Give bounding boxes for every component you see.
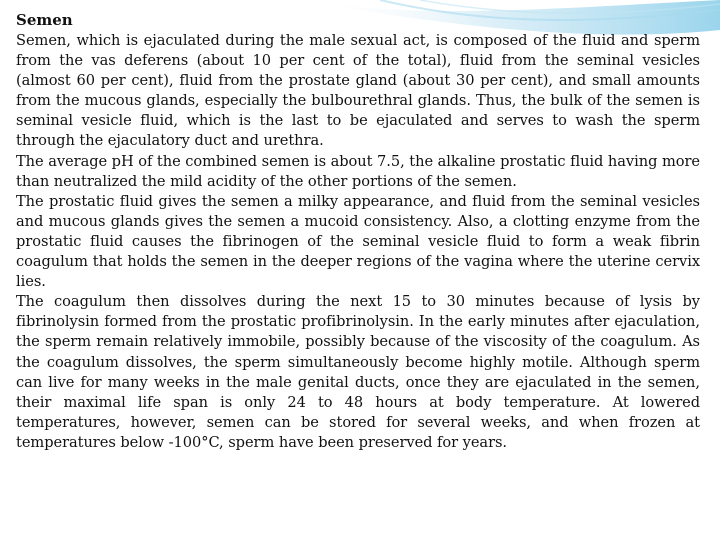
slide-title: Semen [16, 11, 73, 29]
paragraph-semen-ph: The average pH of the combined semen is about 7.5, the alkaline prostatic fluid having more than neutralized the mild acidity of the other portions of the semen. [16, 152, 700, 190]
paragraph-semen-composition: Semen, which is ejaculated during the male sexual act, is composed of the fluid and sperm from the vas deferens (about 10 per cent of the total), fluid from the seminal vesicles (almost 60 per cent), fluid from the prostate gland (about 30 per cent), and small amounts from the mucous glands, especially the bulbourethral glands. Thus, the bulk of the semen is seminal vesicle fluid, which is the last to be ejaculated and serves to wash the sperm through the ejaculatory duct and urethra. [16, 32, 700, 150]
paragraph-prostatic-fluid: The prostatic fluid gives the semen a milky appearance, and fluid from the seminal vesicles and mucous glands gives the semen a mucoid consistency. Also, a clotting enzyme from the prostatic fluid causes the fibrinogen of the seminal vesicle fluid to form a weak fibrin coagulum that holds the semen in the deeper regions of the vagina where the uterine cervix lies. [16, 192, 700, 291]
slide-content [16, 10, 700, 453]
paragraph-coagulum: The coagulum then dissolves during the next 15 to 30 minutes because of lysis by fibrinolysin formed from the prostatic profibrinolysin. In the early minutes after ejaculation, the sperm remain relatively immobile, possibly because of the viscosity of the coagulum. As the coagulum dissolves, the sperm simultaneously become highly motile. Although sperm can live for many weeks in the male genital ducts, once they are ejaculated in the semen, their maximal life span is only 24 to 48 hours at body temperature. At lowered temperatures, however, semen can be stored for several weeks, and when frozen at temperatures below -100°C, sperm have been preserved for years. [16, 293, 700, 451]
